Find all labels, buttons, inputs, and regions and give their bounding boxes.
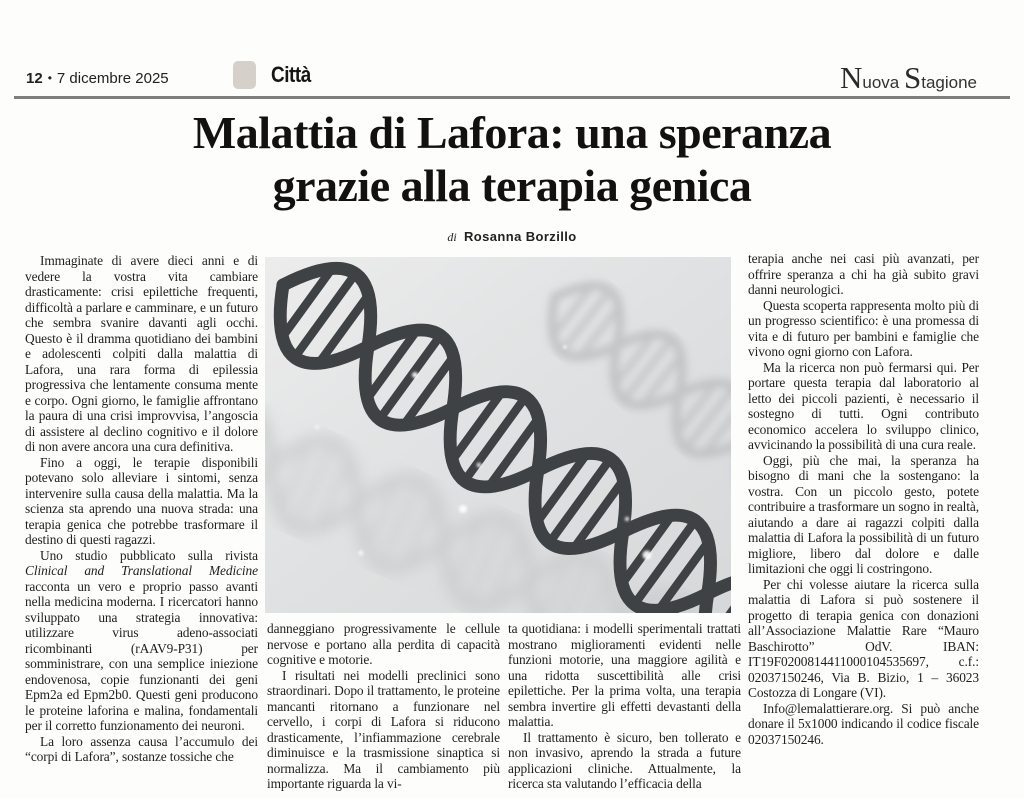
paragraph	[25, 548, 258, 734]
paragraph: terapia anche nei casi più avanzati, per offrire speranza a chi ha già subito gravi danni neurologici.	[748, 251, 979, 297]
headline-line-1: Malattia di Lafora: una speranza	[192, 107, 832, 158]
masthead-text: tagione	[921, 73, 977, 92]
paragraph: Per chi volesse aiutare la ricerca sulla malattia di Lafora si può sostenere il progetto di terapia genica con donazioni all’Associazione Malattie Rare “Mauro Baschirotto” OdV. IBAN: IT19F0200814411000104535697, c.f.: 02037150246, Via B. Bizio, 1 – 36023 Costozza di Longare (VI).	[748, 576, 979, 700]
section-label: Città	[271, 62, 311, 87]
paragraph-text: Uno studio pubblicato sulla rivista	[40, 547, 258, 563]
article-column-1	[25, 253, 258, 765]
masthead-text: uova	[862, 73, 904, 92]
journal-name: Clinical and Translational Medicine	[25, 563, 258, 578]
masthead-cap: N	[839, 60, 863, 95]
paragraph: La loro assenza causa l’accumulo dei “corpi di Lafora”, sostanze tossiche che	[25, 733, 258, 764]
headline-line-2: grazie alla terapia genica	[272, 160, 752, 211]
paragraph: Info@lemalattierare.org. Si può anche donare il 5x1000 indicando il codice fiscale 02037150246.	[748, 700, 979, 747]
article-column-4	[748, 251, 979, 747]
page-number-and-date	[26, 70, 169, 87]
paragraph: I risultati nei modelli preclinici sono straordinari. Dopo il trattamento, le proteine mancanti ritornano a funzionare nel cervello, i corpi di Lafora si riducono drasticamente, l’infiammazione cerebrale diminuisce e la trasmissione sinaptica si normalizza. Ma il cambiamento più importante riguarda la vi-	[267, 667, 500, 791]
newspaper-masthead	[840, 60, 977, 96]
paragraph: Questa scoperta rappresenta molto più di un progresso scientifico: è una promessa di vita e di futuro per bambini e famiglie che vivono ogni giorno con Lafora.	[748, 297, 979, 359]
paragraph: Fino a oggi, le terapie disponibili potevano solo alleviare i sintomi, senza intervenire sulla causa della malattia. Ma la scienza sta aprendo una nuova strada: una terapia genica che potrebbe trasformare il destino di questi ragazzi.	[25, 454, 258, 547]
paragraph-text: racconta un vero e proprio passo avanti nella medicina moderna. I ricercatori hanno sviluppato una strategia innovativa: utilizzare virus adeno-associati ricombinanti (rAAV9-P31) per somministrare, con una semplice iniezione endovenosa, copie funzionanti dei geni Epm2a ed Epm2b0. Questi geni producono le proteine laforina e malina, fondamentali per il corretto funzionamento dei neuroni.	[25, 578, 258, 733]
section-tag	[233, 61, 317, 89]
paragraph: Ma la ricerca non può fermarsi qui. Per portare questa terapia dal laboratorio al letto dei piccoli pazienti, è necessario il sostegno di tutti. Ogni contributo economico accelera lo sviluppo clinico, avvicinando la possibilità di una cura reale.	[748, 359, 979, 452]
byline-prefix: di	[447, 230, 457, 244]
edition-date: 7 dicembre 2025	[56, 70, 169, 87]
masthead-cap: S	[903, 60, 922, 95]
article-column-3	[508, 621, 741, 792]
section-marker-icon	[233, 61, 256, 89]
article-headline	[0, 106, 1024, 212]
paragraph: Oggi, più che mai, la speranza ha bisogno di mani che la sostengano: la vostra. Con un piccolo gesto, potete contribuire a trasformare un sogno in realtà, aiutando a dare ai ragazzi colpiti dalla malattia di Lafora la possibilità di un futuro migliore, libero dal dolore e dalle limitazioni che oggi li costringono.	[748, 452, 979, 576]
page-number: 12	[26, 70, 43, 87]
article-photo	[265, 257, 731, 613]
paragraph: Immaginate di avere dieci anni e di vedere la vostra vita cambiare drasticamente: crisi epilettiche frequenti, difficoltà a parlare e camminare, e un futuro che sembra svanire davanti agli occhi. Questo è il dramma quotidiano dei bambini e adolescenti colpiti dalla malattia di Lafora, una rara forma di epilessia progressiva che lentamente consuma mente e corpo. Ogni giorno, le famiglie affrontano la paura di una crisi improvvisa, l’angoscia di assistere al declino cognitivo e il dolore di non avere ancora una cura definitiva.	[25, 253, 258, 454]
article-column-2	[267, 621, 500, 792]
paragraph: Il trattamento è sicuro, ben tollerato e non invasivo, aprendo la strada a future applicazioni cliniche. Attualmente, la ricerca sta valutando l’efficacia della	[508, 729, 741, 791]
article-byline	[0, 229, 1024, 245]
header-divider	[14, 96, 1010, 99]
paragraph: ta quotidiana: i modelli sperimentali trattati mostrano miglioramenti evidenti nelle funzioni motorie, una maggiore agilità e una ridotta suscettibilità alle crisi epilettiche. Per la prima volta, una terapia sembra invertire gli effetti devastanti della malattia.	[508, 621, 741, 729]
dna-double-helix-photo	[265, 257, 731, 613]
paragraph: danneggiano progressivamente le cellule nervose e portano alla perdita di capacità cognitive e motorie.	[267, 621, 500, 667]
byline-author: Rosanna Borzillo	[464, 229, 577, 244]
bullet-separator: •	[47, 71, 52, 85]
